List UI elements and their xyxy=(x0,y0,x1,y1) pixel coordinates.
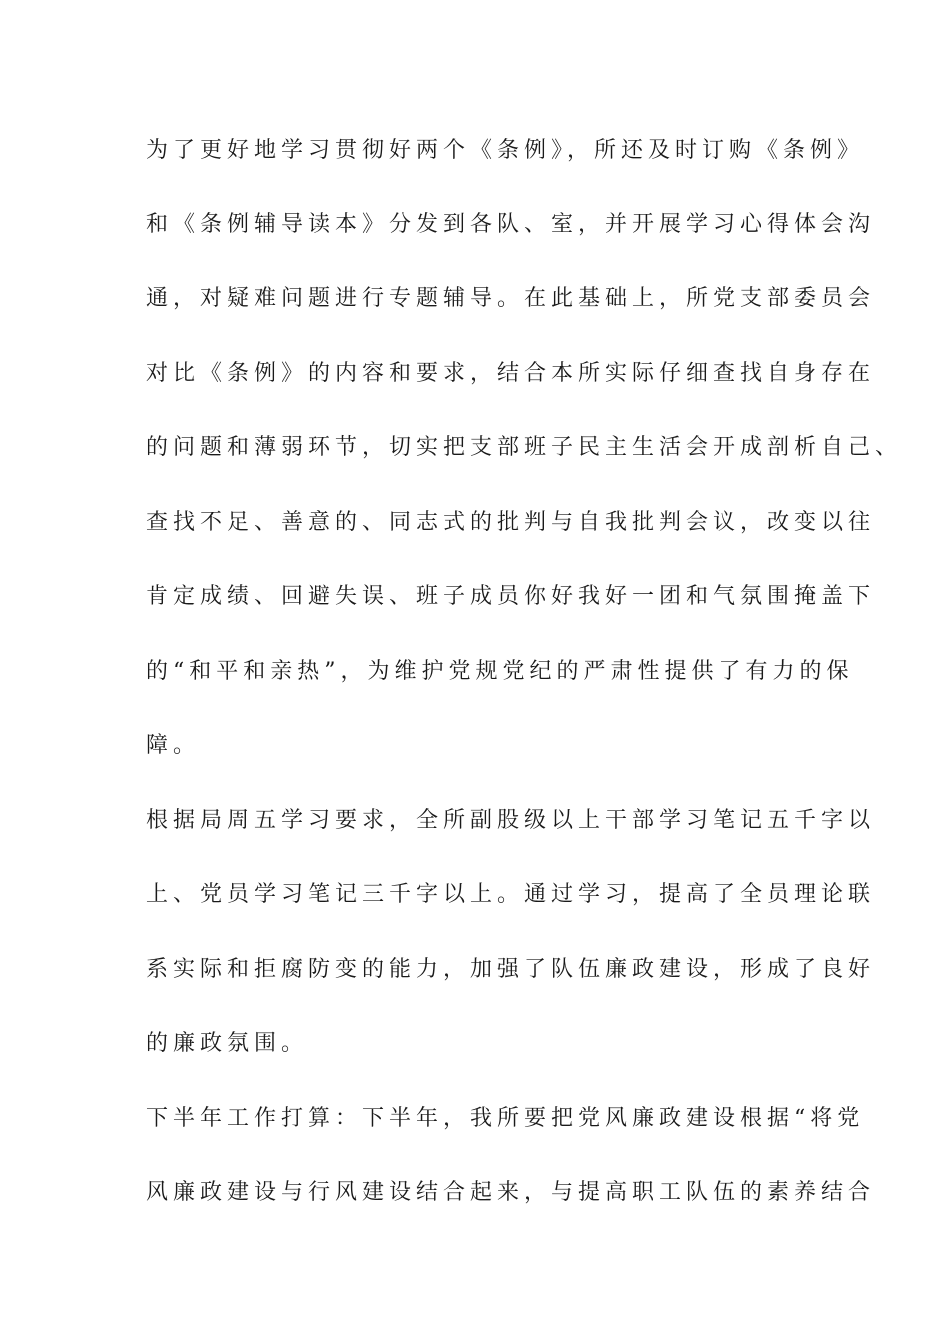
paragraph-line: 的“和平和亲热”，为维护党规党纪的严肃性提供了有力的保 xyxy=(146,659,854,684)
paragraph-line: 的问题和薄弱环节，切实把支部班子民主生活会开成剖析自己、 xyxy=(146,435,903,460)
paragraph-line: 系实际和拒腐防变的能力，加强了队伍廉政建设，形成了良好 xyxy=(146,957,876,982)
paragraph-line: 对比《条例》的内容和要求，结合本所实际仔细查找自身存在 xyxy=(146,361,876,386)
paragraph-line: 上、党员学习笔记三千字以上。通过学习，提高了全员理论联 xyxy=(146,882,876,907)
paragraph-line: 查找不足、善意的、同志式的批判与自我批判会议，改变以往 xyxy=(146,510,876,535)
paragraph-line: 为了更好地学习贯彻好两个《条例》，所还及时订购《条例》 xyxy=(146,138,865,163)
paragraph-line: 下半年工作打算：下半年，我所要把党风廉政建设根据“将党 xyxy=(146,1106,865,1131)
paragraph-line: 根据局周五学习要求，全所副股级以上干部学习笔记五千字以 xyxy=(146,808,876,833)
paragraph-line: 障。 xyxy=(146,733,201,758)
paragraph-line: 风廉政建设与行风建设结合起来，与提高职工队伍的素养结合 xyxy=(146,1180,876,1205)
paragraph-line: 通，对疑难问题进行专题辅导。在此基础上，所党支部委员会 xyxy=(146,286,876,311)
paragraph-line: 的廉政氛围。 xyxy=(146,1031,309,1056)
paragraph-line: 和《条例辅导读本》分发到各队、室，并开展学习心得体会沟 xyxy=(146,212,876,237)
paragraph-line: 肯定成绩、回避失误、班子成员你好我好一团和气氛围掩盖下 xyxy=(146,584,876,609)
